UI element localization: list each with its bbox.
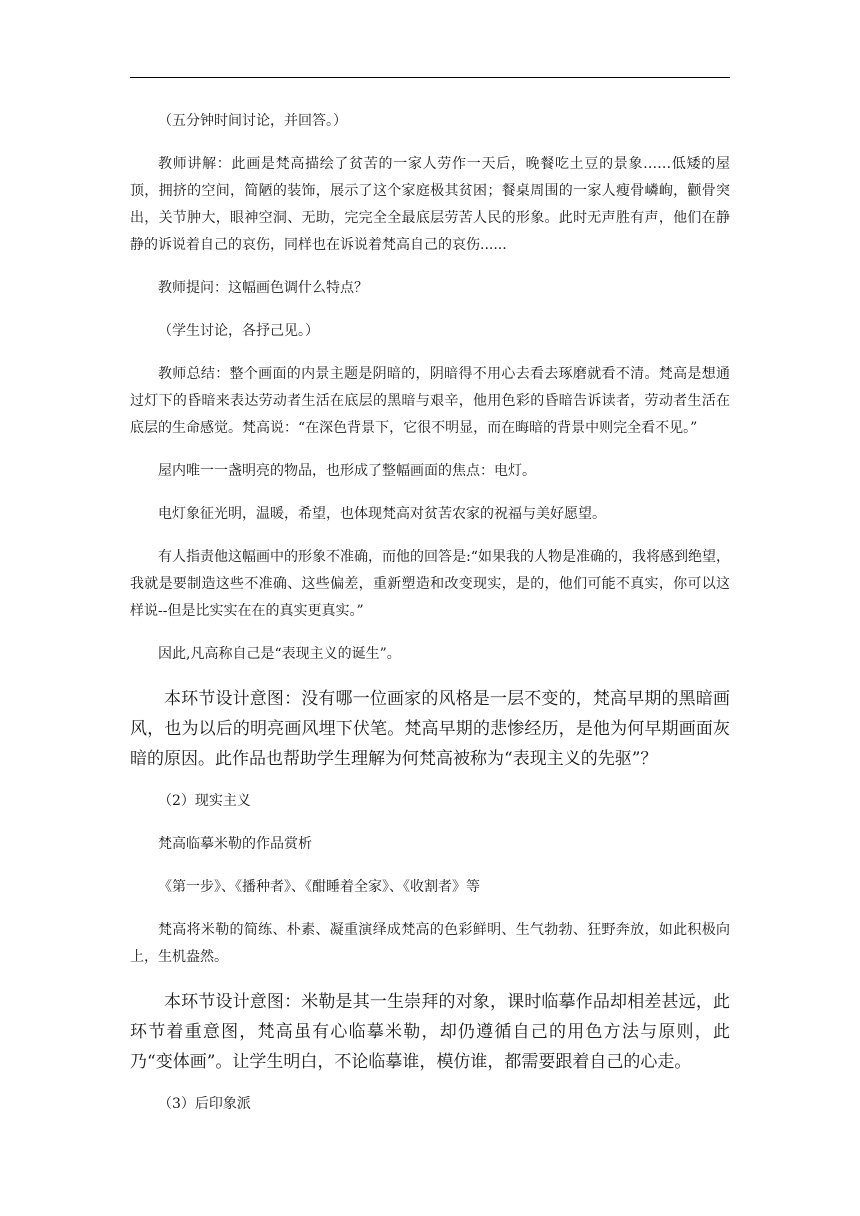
discussion-note: （五分钟时间讨论，并回答。） [158,113,347,129]
design-intent-paragraph-1: 本环节设计意图：没有哪一位画家的风格是一层不变的，梵高早期的黑暗画风，也为以后的明亮画风埋下伏笔。梵高早期的悲惨经历，是他为何早期画面灰暗的原因。此作品也帮助学生理解为何梵高被称为“表现主义的先驱”？ [130,689,730,769]
section-heading-post-impressionism: （3）后印象派 [158,1096,251,1112]
millet-copy-heading: 梵高临摹米勒的作品赏析 [158,836,312,852]
lamp-focus-paragraph: 屋内唯一一盏明亮的物品，也形成了整幅画面的焦点：电灯。 [158,463,536,479]
teacher-explanation: 教师讲解：此画是梵高描绘了贫苦的一家人劳作一天后，晚餐吃土豆的景象……低矮的屋顶，拥挤的空间，简陋的装饰，展示了这个家庭极其贫困；餐桌周围的一家人瘦骨嶙峋，颧骨突出，关节肿大，眼神空洞、无助，完完全全最底层劳苦人民的形象。此时无声胜有声，他们在静静的诉说着自己的哀伤，同样也在诉说着梵高自己的哀伤...... [130,156,730,253]
student-discussion-note: （学生讨论，各抒己见。） [158,323,319,339]
artwork-list: 《第一步》、《播种者》、《酣睡着全家》、《收割者》等 [158,879,480,895]
section-heading-realism: （2）现实主义 [158,793,251,809]
design-intent-paragraph-2: 本环节设计意图：米勒是其一生崇拜的对象，课时临摹作品却相差甚远，此环节着重意图，梵高虽有心临摹米勒，却仍遵循自己的用色方法与原则，此乃“变体画”。让学生明白，不论临摹谁，模仿谁，都需要跟着自己的心走。 [130,992,730,1072]
teacher-question: 教师提问：这幅画色调什么特点？ [158,280,368,296]
expressionism-birth-paragraph: 因此,凡高称自己是“表现主义的诞生”。 [158,646,401,662]
millet-interpretation-paragraph: 梵高将米勒的简练、朴素、凝重演绎成梵高的色彩鲜明、生气勃勃、狂野奔放，如此积极向上，生机盎然。 [130,922,730,965]
inaccuracy-quote-paragraph: 有人指责他这幅画中的形象不准确，而他的回答是:“如果我的人物是准确的，我将感到绝望，我就是要制造这些不准确、这些偏差，重新塑造和改变现实，是的，他们可能不真实，你可以这样说--但是比实实在在的真实更真实。” [130,549,730,619]
header-rule [130,77,730,78]
document-body [130,108,730,1118]
teacher-summary: 教师总结：整个画面的内景主题是阴暗的，阴暗得不用心去看去琢磨就看不清。梵高是想通过灯下的昏暗来表达劳动者生活在底层的黑暗与艰辛，他用色彩的昏暗告诉读者，劳动者生活在底层的生命感觉。梵高说：“在深色背景下，它很不明显，而在晦暗的背景中则完全看不见。” [130,366,730,436]
lamp-symbolism-paragraph: 电灯象征光明，温暖，希望，也体现梵高对贫苦农家的祝福与美好愿望。 [158,506,606,522]
